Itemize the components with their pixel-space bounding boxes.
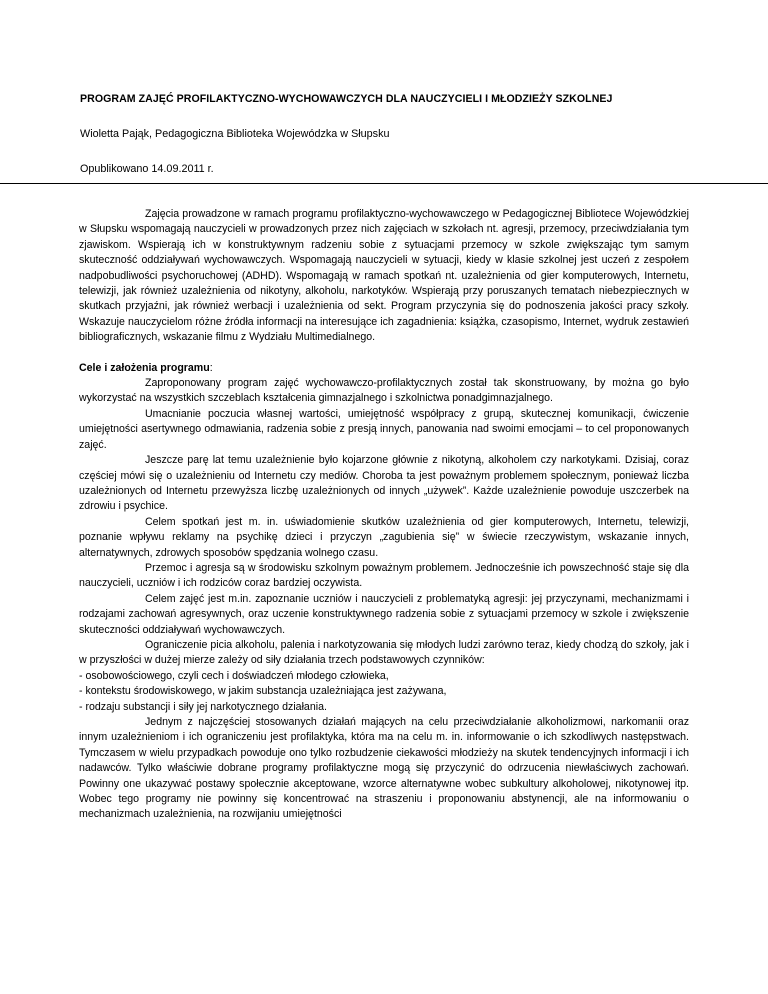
document-body [79, 207, 689, 823]
body-paragraph: Zaproponowany program zajęć wychowawczo-profilaktycznych został tak skonstruowany, by można go było wykorzystać na wszystkich szczeblach kształcenia gimnazjalnego i szkolnictwa ponadgimnazjalnego. [79, 377, 689, 405]
body-paragraph: Celem spotkań jest m. in. uświadomienie skutków uzależnienia od gier komputerowych, Internetu, telewizji, poznanie wpływu reklamy na psychikę dzieci i przyczyn „zagubienia się” w świecie rzeczywistym, wskazanie innych, alternatywnych, zdrowych sposobów spędzania wolnego czasu. [79, 515, 689, 559]
closing-paragraph: Jednym z najczęściej stosowanych działań mających na celu przeciwdziałanie alkoholizmowi, narkomanii oraz innym uzależnieniom i ich ograniczeniu jest profilaktyka, która ma na celu m. in. informowanie o ich szkodliwych następstwach. Tymczasem w wielu przypadkach powoduje ono tylko rozbudzenie ciekawości młodzieży na skutek tendencyjnych informacji i ich nadawców. Tylko właściwie dobrane programy profilaktyczne mogą się przyczynić do odrzucenia niewłaściwych zachowań. Powinny one ukazywać postawy społecznie akceptowane, wzorce alternatywne wobec subkultury alkoholowej, nikotynowej itp. Wobec tego programy nie powinny się koncentrować na straszeniu i proponowaniu abstynencji, ale na informowaniu o mechanizmach uzależnienia, na rozwijaniu umiejętności [79, 716, 689, 821]
body-paragraph: Przemoc i agresja są w środowisku szkolnym poważnym problemem. Jednocześnie ich powszechność staje się dla nauczycieli, uczniów i ich rodziców coraz bardziej oczywista. [79, 561, 689, 590]
body-paragraph: Celem zajęć jest m.in. zapoznanie uczniów i nauczycieli z problematyką agresji: jej przyczynami, mechanizmami i rodzajami zachowań agresywnych, oraz uczenie konstruktywnego radzenia sobie z sytuacjami przemocy w szkole i zwiększenie skuteczności oddziaływań wychowawczych. [79, 592, 689, 636]
factor-list [79, 669, 689, 715]
body-paragraph: Jeszcze parę lat temu uzależnienie było kojarzone głównie z nikotyną, alkoholem czy narkotykami. Dzisiaj, coraz częściej mówi się o uzależnieniu od Internetu czy mediów. Choroba ta jest poważnym problemem społecznym, ponieważ liczba uzależnionych od Internetu przewyższa liczbę uzależnionych od innych „używek”. Każde uzależnienie powoduje uszczerbek na zdrowiu i psychice. [79, 454, 689, 513]
intro-paragraph: Zajęcia prowadzone w ramach programu profilaktyczno-wychowawczego w Pedagogicznej Bibliotece Wojewódzkiej w Słupsku wspomagają nauczycieli w prowadzonych przez nich zajęciach w szkołach nt. agresji, przemocy, przeciwdziałania tym zjawiskom. Wspierają ich w konstruktywnym radzeniu sobie z sytuacjami przemocy w szkole zwiększając tym samym skuteczność oddziaływań wychowawczych. Wspomagają nauczycieli w sytuacji, kiedy w klasie szkolnej jest uczeń z zespołem nadpobudliwości psychoruchowej (ADHD). Wspomagają w ramach spotkań nt. uzależnienia od gier komputerowych, Internetu, telewizji, jak również uzależnienia od nikotyny, alkoholu, narkotyków. Wspierają przy poruszanych tematach niebezpiecznych w skutkach przyjaźni, jak również werbacji i uzależnienia od sekt. Program przyczynia się do podnoszenia jakości pracy szkoły. Wskazuje nauczycielom różne źródła informacji na interesujące ich zagadnienia: książka, czasopismo, Internet, wydruk zestawień bibliograficznych, wskazanie filmu z Wydziału Multimedialnego. [79, 208, 689, 344]
header-divider [0, 183, 768, 184]
body-paragraph: Umacnianie poczucia własnej wartości, umiejętność współpracy z grupą, skutecznej komunikacji, ćwiczenie umiejętności asertywnego odmawiania, radzenia sobie z presją innych, panowania nad swoimi emocjami – to cel proponowanych zajęć. [79, 407, 689, 451]
section-heading-colon: : [209, 361, 213, 374]
list-item: - rodzaju substancji i siły jej narkotycznego działania. [79, 700, 327, 713]
list-item: - kontekstu środowiskowego, w jakim substancja uzależniająca jest zażywana, [79, 685, 447, 698]
section-heading-text: Cele i założenia programu [79, 361, 210, 374]
body-paragraph: Ograniczenie picia alkoholu, palenia i narkotyzowania się młodych ludzi zarówno teraz, kiedy chodzą do szkoły, jak i w przyszłości w dużej mierze zależy od siły działania trzech podstawowych czynników: [79, 638, 689, 667]
list-item: - osobowościowego, czyli cech i doświadczeń młodego człowieka, [79, 669, 389, 682]
publication-date: Opublikowano 14.09.2011 r. [80, 163, 214, 175]
author-line: Wioletta Pająk, Pedagogiczna Biblioteka Wojewódzka w Słupsku [80, 128, 390, 140]
section-heading [79, 361, 689, 376]
document-title: PROGRAM ZAJĘĆ PROFILAKTYCZNO-WYCHOWAWCZYCH DLA NAUCZYCIELI I MŁODZIEŻY SZKOLNEJ [80, 93, 613, 105]
